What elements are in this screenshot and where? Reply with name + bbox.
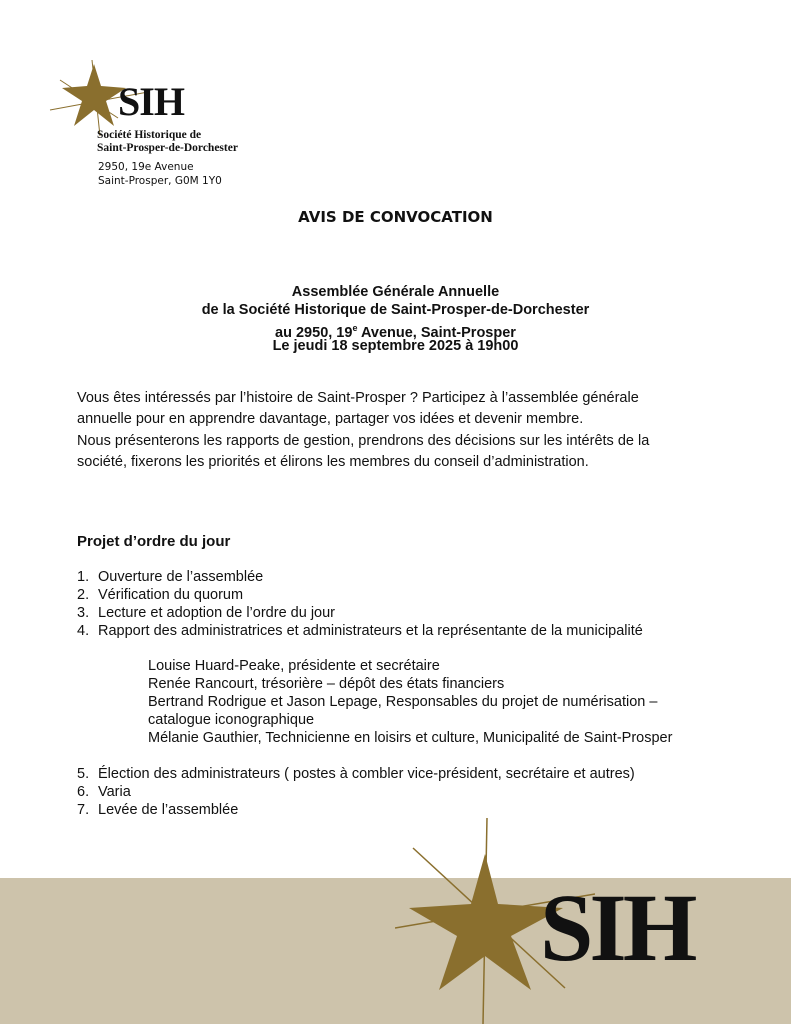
agenda-item-text: Ouverture de l’assemblée <box>98 569 264 585</box>
meeting-name: Assemblée Générale Annuelle <box>291 284 500 300</box>
agenda-heading: Projet d’ordre du jour <box>77 533 231 550</box>
agenda-item <box>77 765 635 783</box>
agenda-item <box>77 586 243 604</box>
agenda-item <box>77 783 131 801</box>
agenda-sub-item: Mélanie Gauthier, Technicienne en loisirs et culture, Municipalité de Saint-Prosper <box>148 730 673 746</box>
meeting-address-prefix: au 2950, 19 <box>275 324 353 341</box>
notice-title: AVIS DE CONVOCATION <box>298 208 493 226</box>
society-name-line1: Société Historique de <box>97 129 202 141</box>
agenda-item-number: 5. <box>77 766 90 782</box>
agenda-item-number: 4. <box>77 623 90 639</box>
agenda-sub-item: Bertrand Rodrigue et Jason Lepage, Responsables du projet de numérisation – <box>148 694 658 710</box>
agenda-item-text: Levée de l’assemblée <box>98 802 239 818</box>
agenda-sub-item: Renée Rancourt, trésorière – dépôt des états financiers <box>148 676 505 692</box>
intro-line1: Vous êtes intéressés par l’histoire de Saint-Prosper ? Participez à l’assemblée générale <box>77 390 639 406</box>
agenda-item-number: 3. <box>77 605 90 621</box>
intro-line4: société, fixerons les priorités et élirons les membres du conseil d’administration. <box>77 454 589 470</box>
meeting-address-suffix: Avenue, Saint-Prosper <box>357 324 516 341</box>
intro-line3: Nous présenterons les rapports de gestion, prendrons des décisions sur les intérêts de la <box>77 433 650 449</box>
agenda-sub-item: catalogue iconographique <box>148 712 315 728</box>
footer-logo-letters: SIH <box>540 874 694 981</box>
agenda-item <box>77 568 263 586</box>
agenda-item <box>77 604 335 622</box>
agenda-item-text: Varia <box>98 784 131 800</box>
address-line2: Saint-Prosper, G0M 1Y0 <box>98 175 222 187</box>
agenda-item-number: 1. <box>77 569 90 585</box>
agenda-item-text: Rapport des administratrices et administrateurs et la représentante de la municipalité <box>98 623 643 639</box>
meeting-organization: de la Société Historique de Saint-Prosper-de-Dorchester <box>201 302 590 318</box>
agenda-item-number: 7. <box>77 802 90 818</box>
agenda-item-number: 6. <box>77 784 90 800</box>
agenda-item-number: 2. <box>77 587 90 603</box>
address-line1: 2950, 19e Avenue <box>98 161 194 173</box>
intro-line2: annuelle pour en apprendre davantage, partager vos idées et devenir membre. <box>77 411 584 427</box>
meeting-date: Le jeudi 18 septembre 2025 à 19h00 <box>272 338 519 354</box>
agenda-item-text: Vérification du quorum <box>98 587 244 603</box>
agenda-item <box>77 801 238 819</box>
agenda-item <box>77 622 643 640</box>
meeting-address-sup: e <box>352 323 358 333</box>
agenda-item-text: Lecture et adoption de l’ordre du jour <box>98 605 335 621</box>
logo-letters: SIH <box>118 79 184 124</box>
agenda-sub-item: Louise Huard-Peake, présidente et secrétaire <box>148 658 440 674</box>
society-name-line2: Saint-Prosper-de-Dorchester <box>97 142 238 154</box>
agenda-item-text: Élection des administrateurs ( postes à combler vice-président, secrétaire et autres) <box>98 766 635 782</box>
